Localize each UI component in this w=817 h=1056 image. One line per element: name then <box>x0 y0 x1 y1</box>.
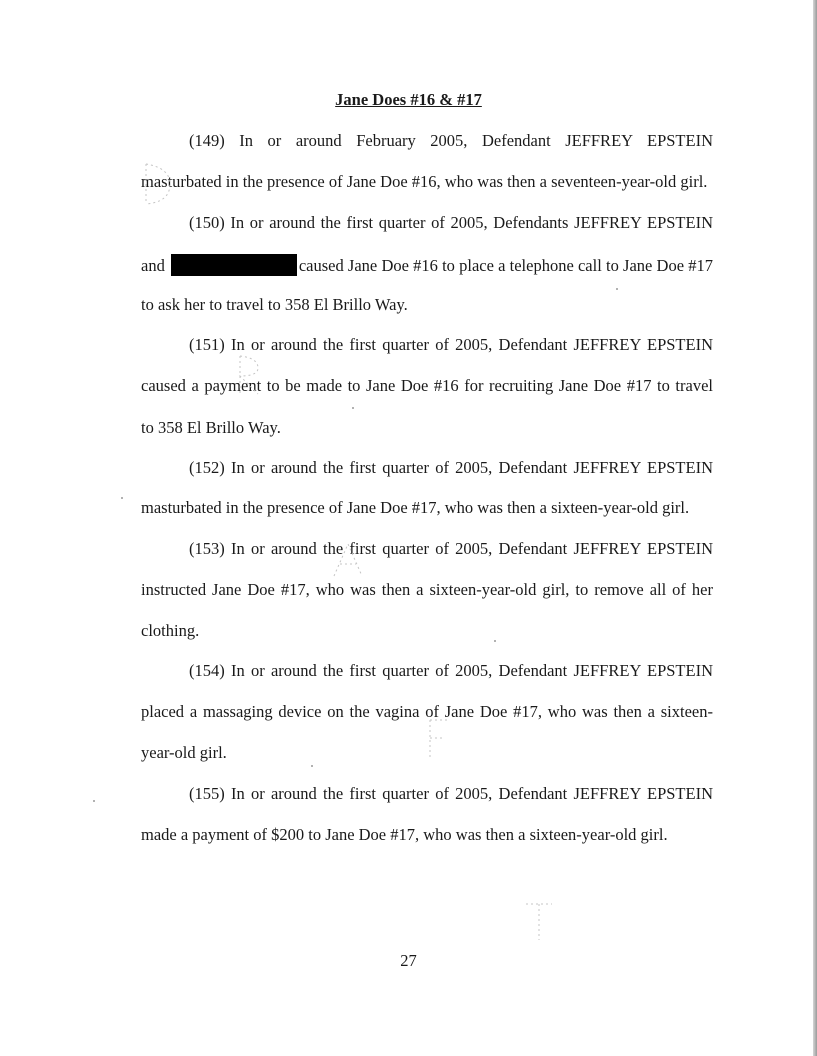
scan-speck <box>121 497 123 499</box>
watermark-trace-3 <box>330 540 366 580</box>
section-heading: Jane Does #16 & #17 <box>335 90 482 109</box>
watermark-trace-4 <box>424 716 454 762</box>
scan-speck <box>93 800 95 802</box>
paragraph-154-line-1: (154) In or around the first quarter of 2005, Defendant JEFFREY EPSTEIN <box>189 661 713 680</box>
scan-speck <box>616 288 618 290</box>
watermark-trace-5 <box>522 898 556 944</box>
paragraph-152-line-1: (152) In or around the first quarter of 2005, Defendant JEFFREY EPSTEIN <box>189 458 713 477</box>
scan-speck <box>494 640 496 642</box>
paragraph-151-line-2: caused a payment to be made to Jane Doe #16 for recruiting Jane Doe #17 to travel <box>141 376 713 395</box>
paragraph-151-line-3: to 358 El Brillo Way. <box>141 418 281 437</box>
paragraph-152-line-2: masturbated in the presence of Jane Doe #17, who was then a sixteen-year-old girl. <box>141 498 690 517</box>
paragraph-153-line-1: (153) In or around the first quarter of 2005, Defendant JEFFREY EPSTEIN <box>189 539 713 558</box>
paragraph-150-line-2 <box>141 254 713 276</box>
scan-speck <box>311 765 313 767</box>
page-number: 27 <box>400 951 417 970</box>
paragraph-150-line-3: to ask her to travel to 358 El Brillo Way. <box>141 295 408 314</box>
scan-speck <box>352 407 354 409</box>
paragraph-150-and: and <box>141 256 165 275</box>
paragraph-151-line-1: (151) In or around the first quarter of 2005, Defendant JEFFREY EPSTEIN <box>189 335 713 354</box>
scan-edge-shadow <box>813 0 817 1056</box>
paragraph-154-line-2: placed a massaging device on the vagina of Jane Doe #17, who was then a sixteen- <box>141 702 713 721</box>
paragraph-153-line-3: clothing. <box>141 621 200 640</box>
redaction-box <box>171 254 297 276</box>
watermark-trace-1 <box>140 160 180 210</box>
paragraph-155-line-1: (155) In or around the first quarter of 2005, Defendant JEFFREY EPSTEIN <box>189 784 713 803</box>
paragraph-155-line-2: made a payment of $200 to Jane Doe #17, who was then a sixteen-year-old girl. <box>141 825 668 844</box>
paragraph-150-line-1: (150) In or around the first quarter of 2005, Defendants JEFFREY EPSTEIN <box>189 213 713 232</box>
paragraph-149-line-1: (149) In or around February 2005, Defendant JEFFREY EPSTEIN <box>189 131 713 150</box>
paragraph-154-line-3: year-old girl. <box>141 743 227 762</box>
paragraph-150-line-2-rest: caused Jane Doe #16 to place a telephone call to Jane Doe #17 <box>298 256 713 275</box>
paragraph-153-line-2: instructed Jane Doe #17, who was then a sixteen-year-old girl, to remove all of her <box>141 580 713 599</box>
watermark-trace-2 <box>234 354 264 398</box>
paragraph-149-line-2: masturbated in the presence of Jane Doe #16, who was then a seventeen-year-old girl. <box>141 172 708 191</box>
